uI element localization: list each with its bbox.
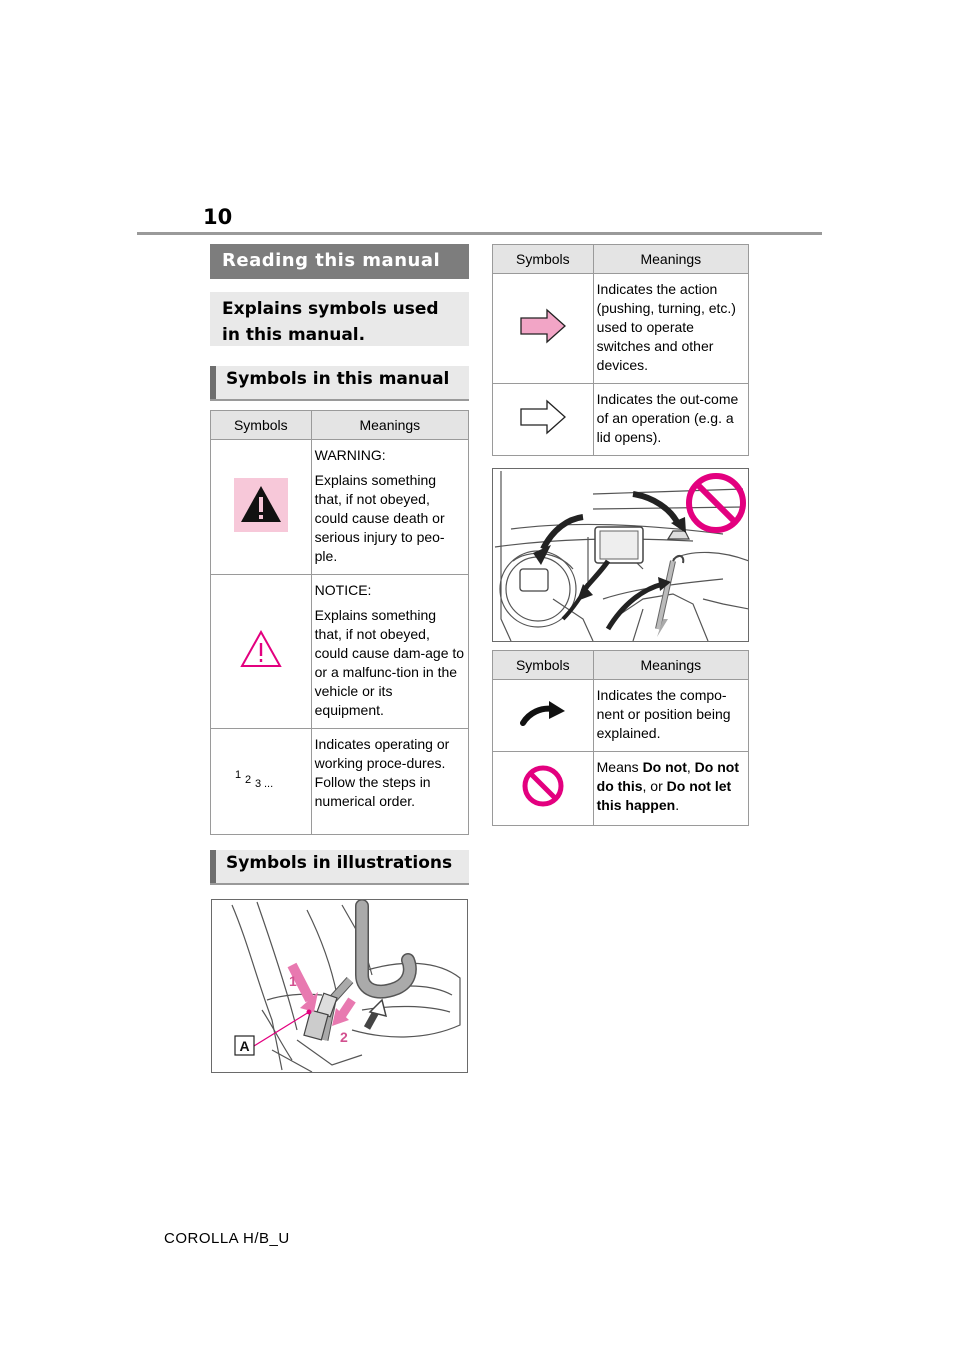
col-symbols: Symbols (211, 411, 312, 440)
warning-triangle-filled-icon (234, 478, 288, 532)
meaning-title: WARNING: (314, 447, 386, 463)
symbols-illustrations-heading: Symbols in illustrations (210, 850, 469, 883)
bold-do-not-do-this: Do not do this (596, 759, 739, 794)
dashboard-illustration (492, 468, 749, 642)
table-row (211, 729, 469, 835)
meaning-text: Explains something that, if not obeyed, could cause dam-age to or a malfunc-tion in the vehicle or its equipment. (314, 607, 465, 718)
bold-do-not: Do not (642, 759, 687, 775)
meaning-text (597, 758, 745, 815)
table-row (493, 680, 749, 752)
col-symbols: Symbols (493, 245, 594, 274)
meaning-text: Explains something that, if not obeyed, could cause death or serious injury to peo-ple. (314, 472, 445, 564)
meaning-text: Indicates the out-come of an operation (e.g. a lid opens). (596, 391, 739, 445)
svg-text:2: 2 (244, 774, 251, 786)
table-row (493, 752, 749, 826)
symbol-cell (493, 680, 594, 752)
table-row (493, 384, 749, 456)
svg-text:...: ... (263, 778, 273, 790)
dashboard-drawing (493, 469, 749, 642)
seatbelt-illustration (211, 899, 468, 1073)
meaning-cell (593, 680, 748, 752)
component-curved-arrow-icon (519, 699, 567, 727)
step-1-label: 1 (289, 973, 297, 989)
page-number: 10 (203, 205, 233, 229)
symbols-table-illustrations (492, 650, 749, 826)
seatbelt-drawing (212, 900, 468, 1073)
meaning-title: NOTICE: (314, 582, 372, 598)
section-title: Reading this manual (210, 244, 469, 279)
table-header-row (211, 411, 469, 440)
symbol-cell (211, 440, 312, 575)
symbols-table-actions (492, 244, 749, 456)
symbol-cell (493, 752, 594, 826)
table-row (493, 274, 749, 384)
col-meanings: Meanings (311, 411, 468, 440)
action-arrow-pink-icon (519, 308, 567, 344)
text-mid1: , (686, 759, 695, 775)
table-row (211, 575, 469, 729)
step-2-label: 2 (340, 1029, 348, 1045)
table-header-row (493, 651, 749, 680)
step-numbers-icon (233, 767, 289, 791)
meaning-cell (311, 575, 468, 729)
symbol-cell (211, 575, 312, 729)
svg-text:1: 1 (234, 769, 241, 781)
table-row (211, 440, 469, 575)
label-a: A (239, 1038, 250, 1054)
col-meanings: Meanings (593, 245, 748, 274)
col-meanings: Meanings (593, 651, 748, 680)
footer-model: COROLLA H/B_U (164, 1230, 290, 1247)
header-rule (137, 232, 822, 235)
svg-text:3: 3 (254, 778, 261, 790)
symbol-cell (211, 729, 312, 835)
bold-do-not-let-happen: Do not let this happen (596, 778, 732, 813)
text-pre: Means (596, 759, 643, 775)
text-post: . (675, 797, 680, 813)
meaning-cell (311, 729, 468, 835)
symbol-cell (493, 274, 594, 384)
meaning-text: Indicates operating or working proce-dures. Follow the steps in numerical order. (314, 736, 450, 809)
meaning-cell (593, 274, 748, 384)
meaning-cell (311, 440, 468, 575)
text-mid2: , or (642, 778, 667, 794)
notice-triangle-outline-icon (240, 630, 282, 668)
outcome-arrow-outline-icon (519, 399, 567, 435)
intro-text: Explains symbols used in this manual. (210, 292, 469, 346)
symbol-cell (493, 384, 594, 456)
symbols-manual-table (210, 410, 469, 835)
symbols-manual-heading: Symbols in this manual (210, 366, 469, 399)
meaning-text: Indicates the action (pushing, turning, etc.) used to operate switches and other devices. (596, 281, 736, 373)
meaning-cell (593, 752, 748, 826)
col-symbols: Symbols (493, 651, 594, 680)
meaning-cell (593, 384, 748, 456)
table-header-row (493, 245, 749, 274)
prohibition-sign-icon (521, 764, 565, 808)
meaning-text: Indicates the compo-nent or position being explained. (596, 687, 731, 741)
